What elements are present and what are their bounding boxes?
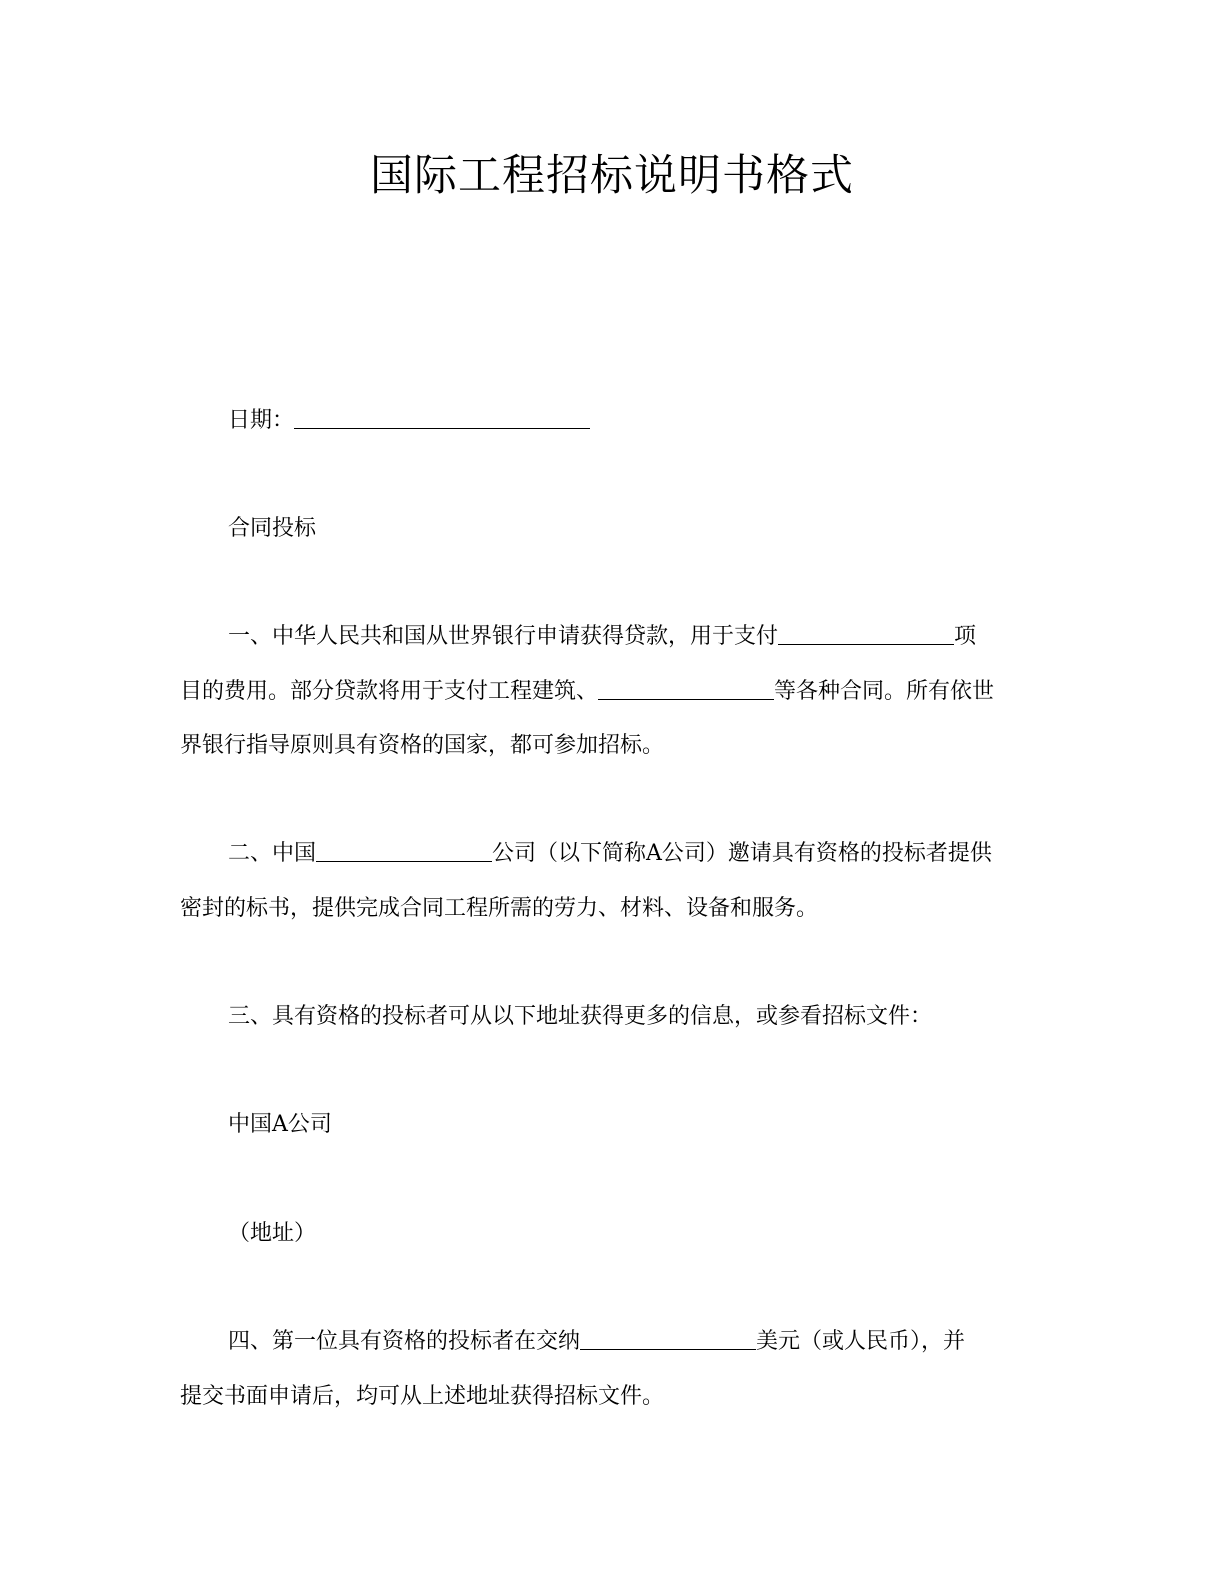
fee-blank	[580, 1329, 756, 1350]
para1-line1	[228, 622, 1098, 652]
para1-line3: 界银行指导原则具有资格的国家，都可参加招标。	[180, 733, 665, 758]
para2-text-a: 二、中国	[228, 841, 317, 866]
para1-text-a: 一、中华人民共和国从世界银行申请获得贷款，用于支付	[228, 624, 779, 649]
para1-line2	[180, 677, 1050, 707]
para4-line2: 提交书面申请后，均可从上述地址获得招标文件。	[180, 1384, 665, 1409]
para3-line1: 三、具有资格的投标者可从以下地址获得更多的信息，或参看招标文件：	[228, 1004, 933, 1029]
para1-text-b: 项	[954, 624, 977, 649]
date-label: 日期：	[228, 408, 295, 433]
company-blank	[316, 841, 492, 862]
date-blank	[294, 408, 590, 429]
date-line	[228, 406, 1098, 436]
para2-line1	[228, 839, 1098, 869]
para4-text-a: 四、第一位具有资格的投标者在交纳	[228, 1329, 581, 1354]
project-blank	[778, 624, 954, 645]
para2-text-b: 公司（以下简称A公司）邀请具有资格的投标者提供	[492, 841, 992, 866]
contract-blank	[598, 679, 774, 700]
para4-text-b: 美元（或人民币），并	[756, 1329, 966, 1354]
para1-text-c: 目的费用。部分贷款将用于支付工程建筑、	[180, 679, 599, 704]
address-placeholder: （地址）	[228, 1221, 317, 1246]
section-heading: 合同投标	[228, 516, 317, 541]
para1-text-d: 等各种合同。所有依世	[774, 679, 995, 704]
para4-line1	[228, 1327, 1098, 1357]
company-name: 中国A公司	[228, 1112, 332, 1137]
para2-line2: 密封的标书，提供完成合同工程所需的劳力、材料、设备和服务。	[180, 896, 819, 921]
page-title: 国际工程招标说明书格式	[370, 151, 854, 201]
